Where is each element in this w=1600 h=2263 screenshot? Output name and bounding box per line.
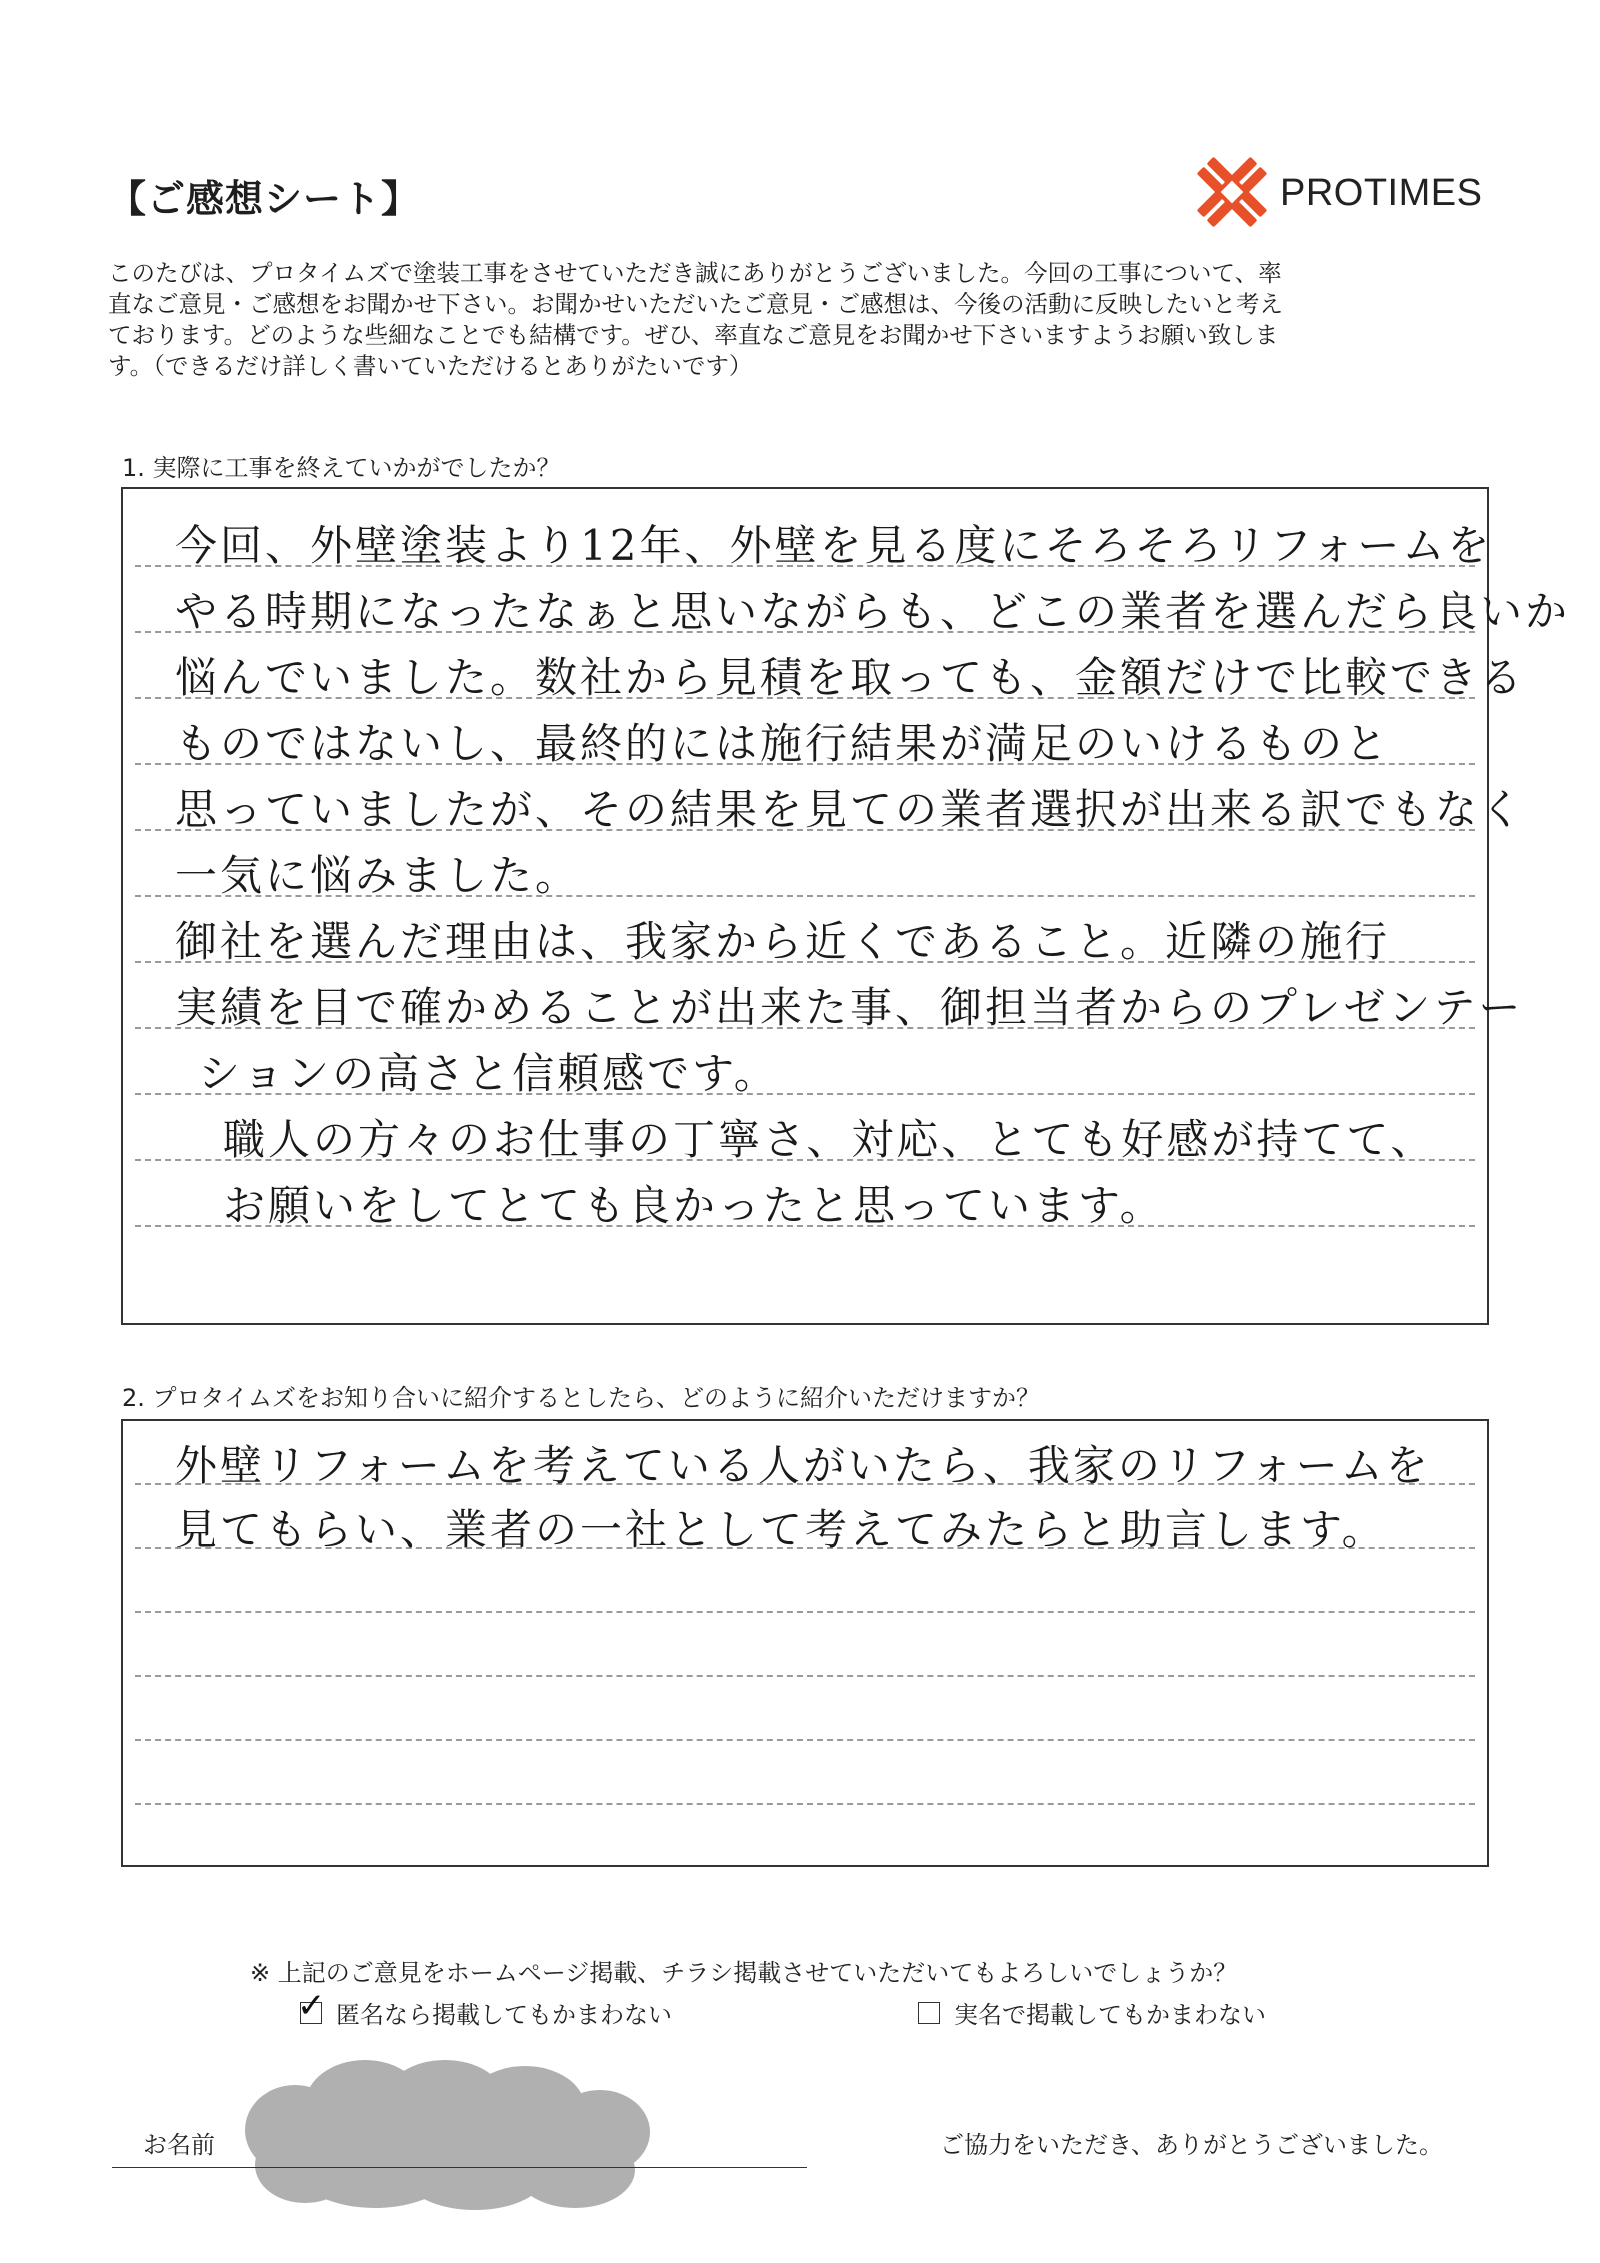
handwritten-line: ションの高さと信頼感です。 xyxy=(198,1049,779,1098)
check-mark-icon: ✓ xyxy=(297,1985,326,2026)
answer-box-2 xyxy=(121,1419,1489,1867)
intro-paragraph xyxy=(108,258,1488,382)
name-redaction-blob xyxy=(245,2060,655,2210)
intro-line: ております。どのような些細なことでも結構です。ぜひ、率直なご意見をお聞かせ下さいますようお願い致しま xyxy=(108,321,1279,349)
handwritten-line: 一気に悩みました。 xyxy=(175,851,581,900)
question-2: 2. プロタイムズをお知り合いに紹介するとしたら、どのように紹介いただけますか？ xyxy=(122,1384,1041,1412)
handwritten-line: 外壁リフォームを考えている人がいたら、我家のリフォームを xyxy=(175,1441,1431,1490)
handwritten-line: ものではないし、最終的には施行結果が満足のいけるものと xyxy=(175,719,1391,768)
option-anonymous[interactable] xyxy=(297,1985,672,2030)
sheet-title: 【ご感想シート】 xyxy=(108,177,421,221)
option-real-name-label: 実名で掲載してもかまわない xyxy=(954,2001,1266,2029)
thanks-message: ご協力をいただき、ありがとうございました。 xyxy=(940,2131,1444,2159)
handwritten-line: 実績を目で確かめることが出来た事、御担当者からのプレゼンテー xyxy=(175,983,1524,1032)
intro-line: 直なご意見・ご感想をお聞かせ下さい。お聞かせいただいたご意見・ご感想は、今後の活動に反映したいと考え xyxy=(108,290,1283,318)
protimes-logo-icon xyxy=(1190,150,1274,234)
checkbox-anonymous[interactable] xyxy=(297,1985,326,2026)
name-underline xyxy=(112,2167,807,2168)
handwritten-line: 思っていましたが、その結果を見ての業者選択が出来る訳でもなく xyxy=(175,785,1526,834)
publication-permission-question: ※ 上記のご意見をホームページ掲載、チラシ掲載させていただいてもよろしいでしょうか？ xyxy=(250,1959,1238,1987)
option-real-name[interactable] xyxy=(918,1995,1266,2030)
handwritten-line: 職人の方々のお仕事の丁寧さ、対応、とても好感が持てて、 xyxy=(223,1115,1436,1164)
handwritten-line: 悩んでいました。数社から見積を取っても、金額だけで比較できる xyxy=(175,653,1526,702)
checkbox-real-name[interactable] xyxy=(918,2002,940,2024)
answer-box-1 xyxy=(121,487,1571,1325)
handwritten-line: 御社を選んだ理由は、我家から近くであること。近隣の施行 xyxy=(175,917,1391,966)
handwritten-line: 見てもらい、業者の一社として考えてみたらと助言します。 xyxy=(175,1505,1387,1554)
name-label: お名前 xyxy=(143,2131,215,2159)
question-1: 1. 実際に工事を終えていかがでしたか？ xyxy=(122,454,561,482)
handwritten-line: やる時期になったなぁと思いながらも、どこの業者を選んだら良いか xyxy=(175,587,1571,636)
handwritten-line: お願いをしてとても良かったと思っています。 xyxy=(223,1181,1165,1230)
intro-line: す。（できるだけ詳しく書いていただけるとありがたいです） xyxy=(108,352,753,380)
brand-name: PROTIMES xyxy=(1280,172,1483,214)
intro-line: このたびは、プロタイムズで塗装工事をさせていただき誠にありがとうございました。今回の工事について、率 xyxy=(108,259,1282,287)
handwritten-line: 今回、外壁塗装より12年、外壁を見る度にそろそろリフォームを xyxy=(175,521,1493,570)
option-anonymous-label: 匿名なら掲載してもかまわない xyxy=(336,2001,672,2029)
